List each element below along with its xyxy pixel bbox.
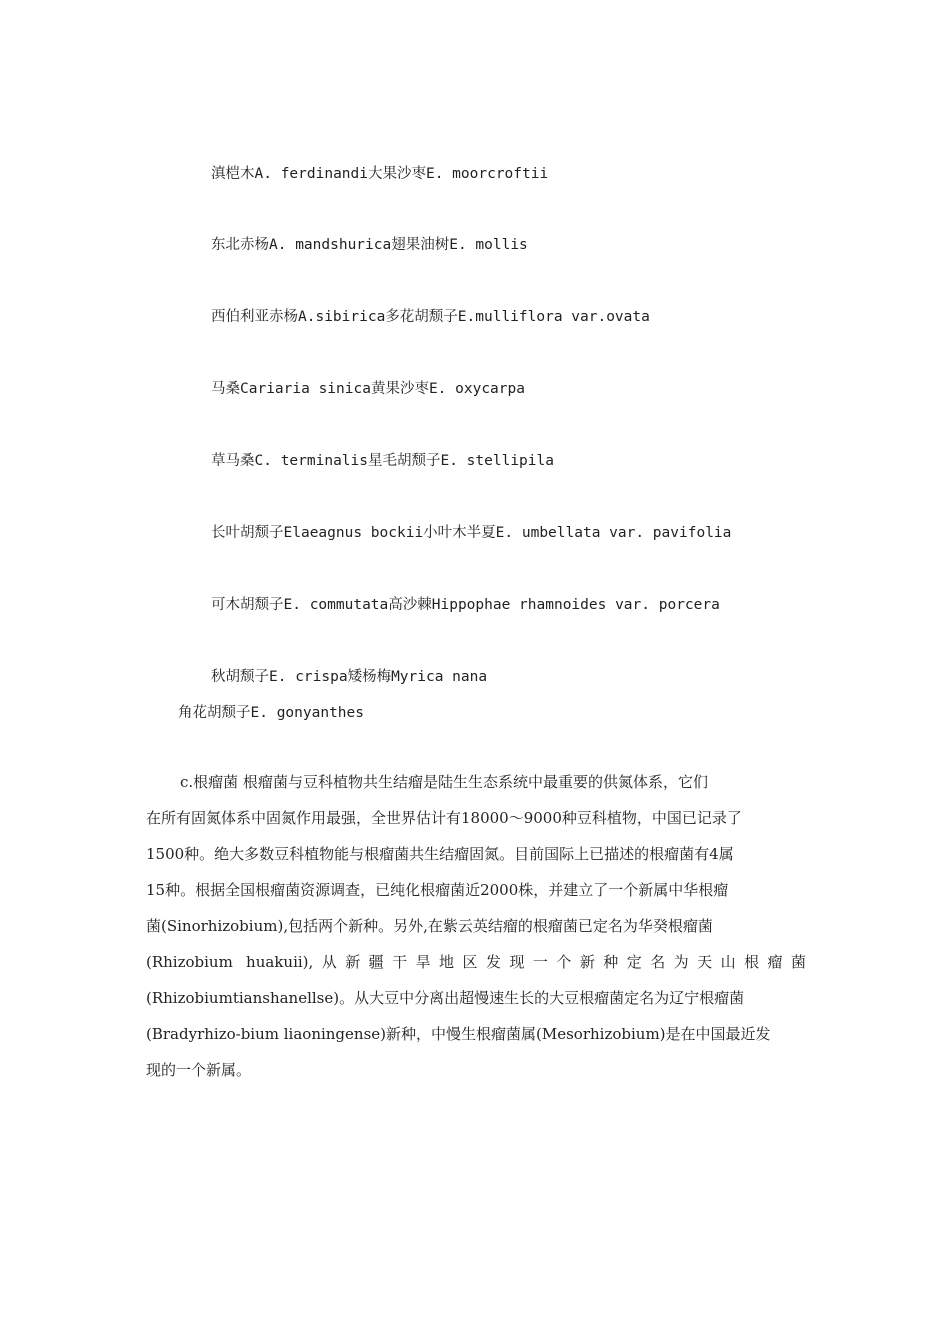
species-line-extra: 角花胡颓子E. gonyanthes [178, 705, 364, 721]
paragraph-line-7: (Rhizobiumtianshanellse)。从大豆中分离出超慢速生长的大豆根瘤菌定名为辽宁根瘤菌 [146, 989, 745, 1007]
paragraph-line-8: (Bradyrhizo-bium liaoningense)新种，中慢生根瘤菌属(Mesorhizobium)是在中国最近发 [146, 1025, 771, 1043]
species-line-5: 草马桑C. terminalis星毛胡颓子E. stellipila [211, 453, 554, 469]
species-line-3: 西伯利亚赤杨A.sibirica多花胡颓子E.mulliflora var.ovata [211, 309, 650, 325]
paragraph-line-2: 在所有固氮体系中固氮作用最强，全世界估计有18000～9000种豆科植物，中国已记录了 [146, 809, 742, 827]
paragraph-line-6: (Rhizobium huakuii),从新疆干旱地区发现一个新种定名为天山根瘤菌 [146, 953, 806, 971]
species-line-8: 秋胡颓子E. crispa矮杨梅Myrica nana [211, 669, 488, 685]
species-line-4: 马桑Cariaria sinica黄果沙枣E. oxycarpa [211, 381, 525, 397]
species-line-6: 长叶胡颓子Elaeagnus bockii小叶木半夏E. umbellata var. pavifolia [211, 525, 732, 541]
species-line-7: 可木胡颓子E. commutata高沙棘Hippophae rhamnoides var. porcera [211, 597, 720, 613]
species-line-1: 滇桤木A. ferdinandi大果沙枣E. moorcroftii [211, 166, 549, 182]
paragraph-line-9: 现的一个新属。 [146, 1061, 252, 1079]
paragraph-line-4: 15种。根据全国根瘤菌资源调查，已纯化根瘤菌近2000株，并建立了一个新属中华根瘤 [146, 881, 729, 899]
rhizobium-paragraph [146, 770, 806, 1130]
paragraph-line-1: c.根瘤菌 根瘤菌与豆科植物共生结瘤是陆生生态系统中最重要的供氮体系，它们 [180, 773, 708, 791]
paragraph-line-3: 1500种。绝大多数豆科植物能与根瘤菌共生结瘤固氮。目前国际上已描述的根瘤菌有4属 [146, 845, 734, 863]
species-line-2: 东北赤杨A. mandshurica翅果油树E. mollis [211, 237, 528, 253]
paragraph-line-5: 菌(Sinorhizobium),包括两个新种。另外,在紫云英结瘤的根瘤菌已定名为华癸根瘤菌 [146, 917, 713, 935]
